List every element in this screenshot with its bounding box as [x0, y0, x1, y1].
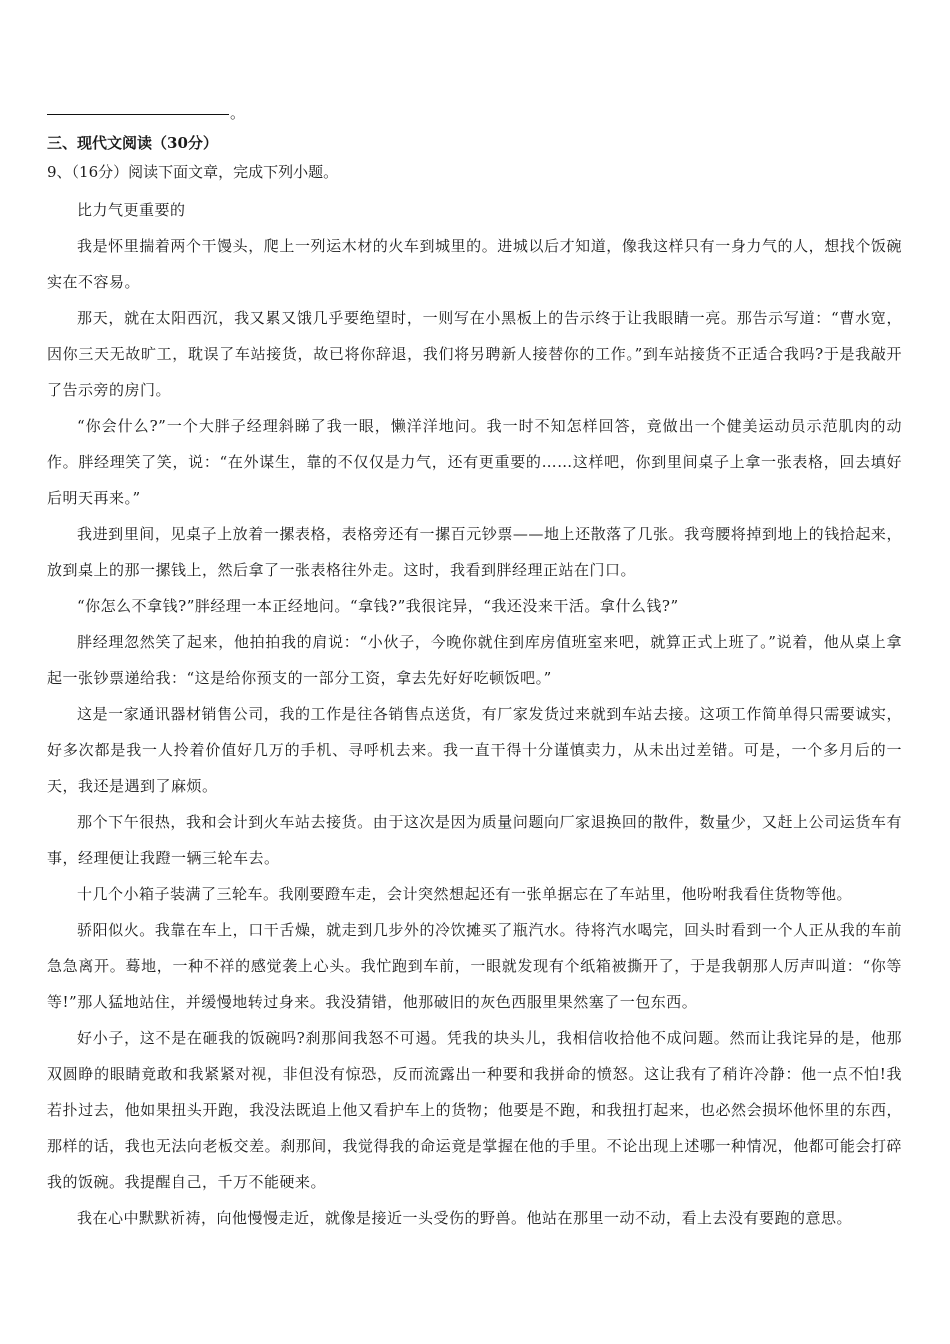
article-paragraph: 那天，就在太阳西沉，我又累又饿几乎要绝望时，一则写在小黑板上的告示终于让我眼睛一亮。那告示写道：“曹水宽，因你三天无故旷工，耽误了车站接货，故已将你辞退，我们将另聘新人接替你的工作。”到车站接货不正适合我吗?于是我敲开了告示旁的房门。	[47, 309, 902, 399]
question-prompt: 9、（16分）阅读下面文章，完成下列小题。	[47, 163, 339, 181]
article-paragraph: “你怎么不拿钱?”胖经理一本正经地问。“拿钱?”我很诧异，“我还没来干活。拿什么钱?”	[77, 597, 679, 615]
article-paragraph: 好小子，这不是在砸我的饭碗吗?刹那间我怒不可遏。凭我的块头儿，我相信收拾他不成问题。然而让我诧异的是，他那双圆睁的眼睛竟敢和我紧紧对视，非但没有惊恐，反而流露出一种要和我拼命的愤怒。这让我有了稍许冷静：他一点不怕!我若扑过去，他如果扭头开跑，我没法既追上他又看护车上的货物；他要是不跑，和我扭打起来，也必然会损坏他怀里的东西，那样的话，我也无法向老板交差。刹那间，我觉得我的命运竟是掌握在他的手里。不论出现上述哪一种情况，他都可能会打碎我的饭碗。我提醒自己，千万不能硬来。	[47, 1029, 902, 1191]
answer-blank-line	[47, 103, 245, 123]
answer-blank	[47, 113, 229, 115]
article-paragraph: 我在心中默默祈祷，向他慢慢走近，就像是接近一头受伤的野兽。他站在那里一动不动，看上去没有要跑的意思。	[77, 1209, 853, 1227]
article-paragraph: 我是怀里揣着两个干馒头，爬上一列运木材的火车到城里的。进城以后才知道，像我这样只有一身力气的人，想找个饭碗实在不容易。	[47, 237, 902, 291]
article-title: 比力气更重要的	[77, 201, 186, 219]
answer-blank-period: 。	[230, 104, 246, 122]
article-paragraph: “你会什么?”一个大胖子经理斜睇了我一眼，懒洋洋地问。我一时不知怎样回答，竟做出一个健美运动员示范肌肉的动作。胖经理笑了笑，说：“在外谋生，靠的不仅仅是力气，还有更重要的……这样吧，你到里间桌子上拿一张表格，回去填好后明天再来。”	[47, 417, 902, 507]
article-paragraph: 这是一家通讯器材销售公司，我的工作是往各销售点送货，有厂家发货过来就到车站去接。这项工作简单得只需要诚实，好多次都是我一人拎着价值好几万的手机、寻呼机去来。我一直干得十分谨慎卖力，从未出过差错。可是，一个多月后的一天，我还是遇到了麻烦。	[47, 705, 902, 795]
article-paragraph: 胖经理忽然笑了起来，他拍拍我的肩说：“小伙子，今晚你就住到库房值班室来吧，就算正式上班了。”说着，他从桌上拿起一张钞票递给我：“这是给你预支的一部分工资，拿去先好好吃顿饭吧。”	[47, 633, 902, 687]
article-paragraph: 我进到里间，见桌子上放着一摞表格，表格旁还有一摞百元钞票——地上还散落了几张。我弯腰将掉到地上的钱拾起来，放到桌上的那一摞钱上，然后拿了一张表格往外走。这时，我看到胖经理正站在门口。	[47, 525, 902, 579]
reading-article	[47, 192, 902, 1236]
section-heading: 三、现代文阅读（30分）	[47, 134, 218, 152]
article-paragraph: 那个下午很热，我和会计到火车站去接货。由于这次是因为质量问题向厂家退换回的散件，数量少，又赶上公司运货车有事，经理便让我蹬一辆三轮车去。	[47, 813, 902, 867]
article-paragraph: 骄阳似火。我靠在车上，口干舌燥，就走到几步外的冷饮摊买了瓶汽水。待将汽水喝完，回头时看到一个人正从我的车前急急离开。蓦地，一种不祥的感觉袭上心头。我忙跑到车前，一眼就发现有个纸箱被撕开了，于是我朝那人厉声叫道：“你等等!”那人猛地站住，并缓慢地转过身来。我没猜错，他那破旧的灰色西服里果然塞了一包东西。	[47, 921, 902, 1011]
article-paragraph: 十几个小箱子装满了三轮车。我刚要蹬车走，会计突然想起还有一张单据忘在了车站里，他吩咐我看住货物等他。	[77, 885, 853, 903]
